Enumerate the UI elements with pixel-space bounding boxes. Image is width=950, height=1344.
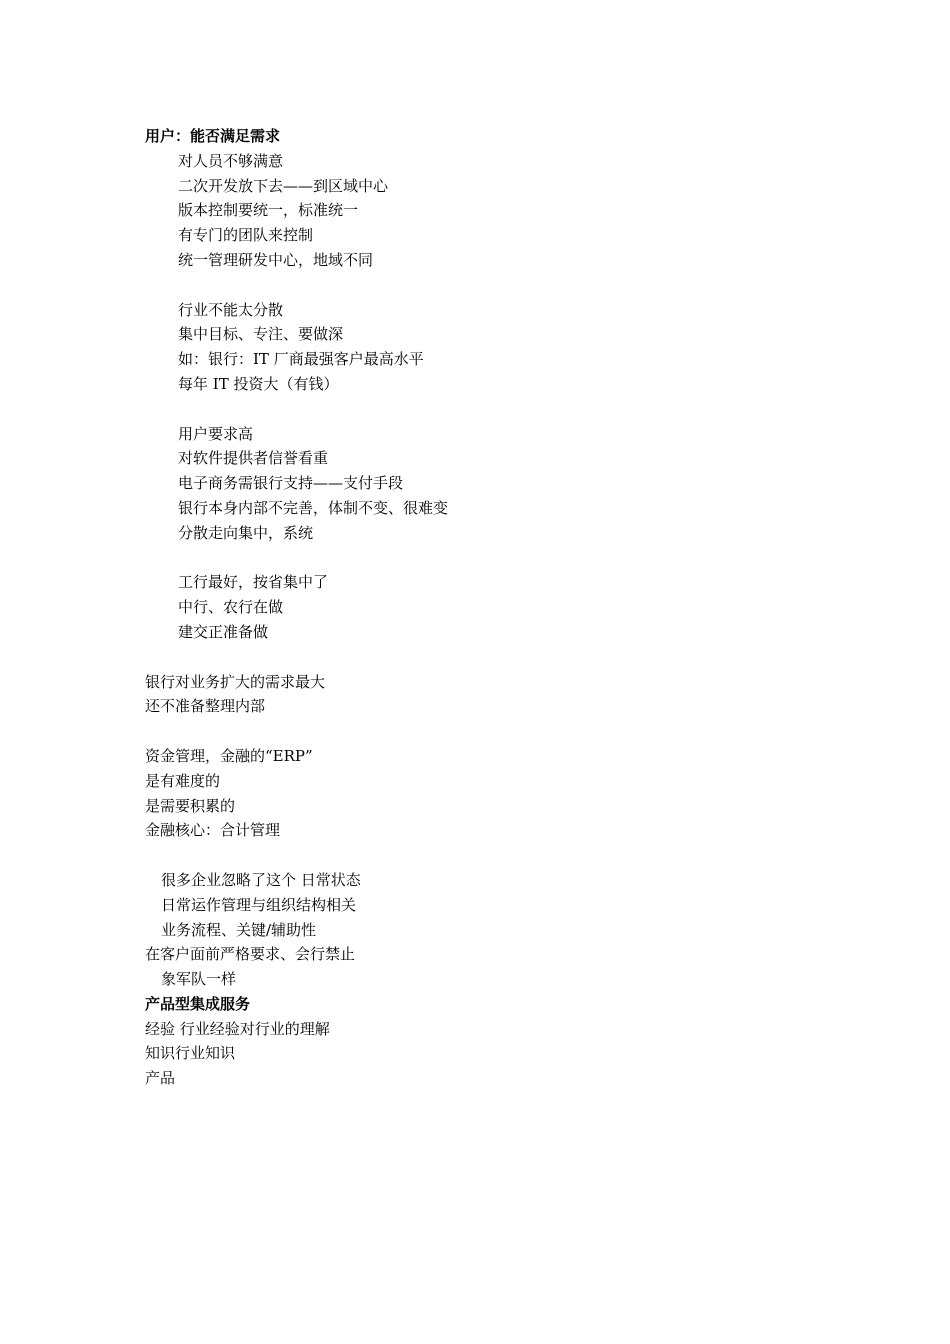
text-line: 集中目标、专注、要做深 <box>178 325 344 344</box>
text-line: 是需要积累的 <box>145 796 236 815</box>
text-line: 电子商务需银行支持——支付手段 <box>178 474 404 493</box>
text-line: 是有难度的 <box>145 771 221 790</box>
text-line: 知识行业知识 <box>145 1044 236 1063</box>
text-line: 对软件提供者信誉看重 <box>178 449 329 468</box>
blank-line <box>145 546 845 571</box>
text-line: 建交正准备做 <box>178 622 269 641</box>
document-body <box>145 124 845 1091</box>
text-line: 工行最好，按省集中了 <box>178 573 329 592</box>
text-line: 每年 IT 投资大（有钱） <box>178 374 339 393</box>
text-line: 统一管理研发中心，地域不同 <box>178 250 374 269</box>
text-line: 象军队一样 <box>161 970 237 989</box>
text-line: 对人员不够满意 <box>178 151 284 170</box>
text-line: 中行、农行在做 <box>178 598 284 617</box>
blank-line <box>145 397 845 422</box>
text-line: 如：银行：IT 厂商最强客户最高水平 <box>178 350 424 369</box>
text-line: 二次开发放下去——到区域中心 <box>178 176 389 195</box>
text-line: 在客户面前严格要求、会行禁止 <box>145 945 356 964</box>
text-line: 产品 <box>145 1069 176 1088</box>
section-heading-user-needs: 用户：能否满足需求 <box>145 127 281 145</box>
text-line: 分散走向集中，系统 <box>178 523 314 542</box>
text-line: 资金管理，金融的“ERP” <box>145 746 313 765</box>
text-line: 用户要求高 <box>178 424 254 443</box>
text-line: 经验 行业经验对行业的理解 <box>145 1019 330 1038</box>
text-line: 银行对业务扩大的需求最大 <box>145 672 326 691</box>
text-line: 很多企业忽略了这个 日常状态 <box>161 870 361 889</box>
text-line: 金融核心：合计管理 <box>145 821 281 840</box>
blank-line <box>145 843 845 868</box>
text-line: 业务流程、关键/辅助性 <box>161 920 317 939</box>
text-line: 行业不能太分散 <box>178 300 284 319</box>
section-heading-product-integration: 产品型集成服务 <box>145 994 251 1013</box>
text-line: 银行本身内部不完善，体制不变、很难变 <box>178 498 449 517</box>
text-line: 还不准备整理内部 <box>145 697 266 716</box>
blank-line <box>145 273 845 298</box>
text-line: 有专门的团队来控制 <box>178 226 314 245</box>
text-line: 版本控制要统一，标准统一 <box>178 201 359 220</box>
blank-line <box>145 719 845 744</box>
text-line: 日常运作管理与组织结构相关 <box>161 895 357 914</box>
blank-line <box>145 645 845 670</box>
